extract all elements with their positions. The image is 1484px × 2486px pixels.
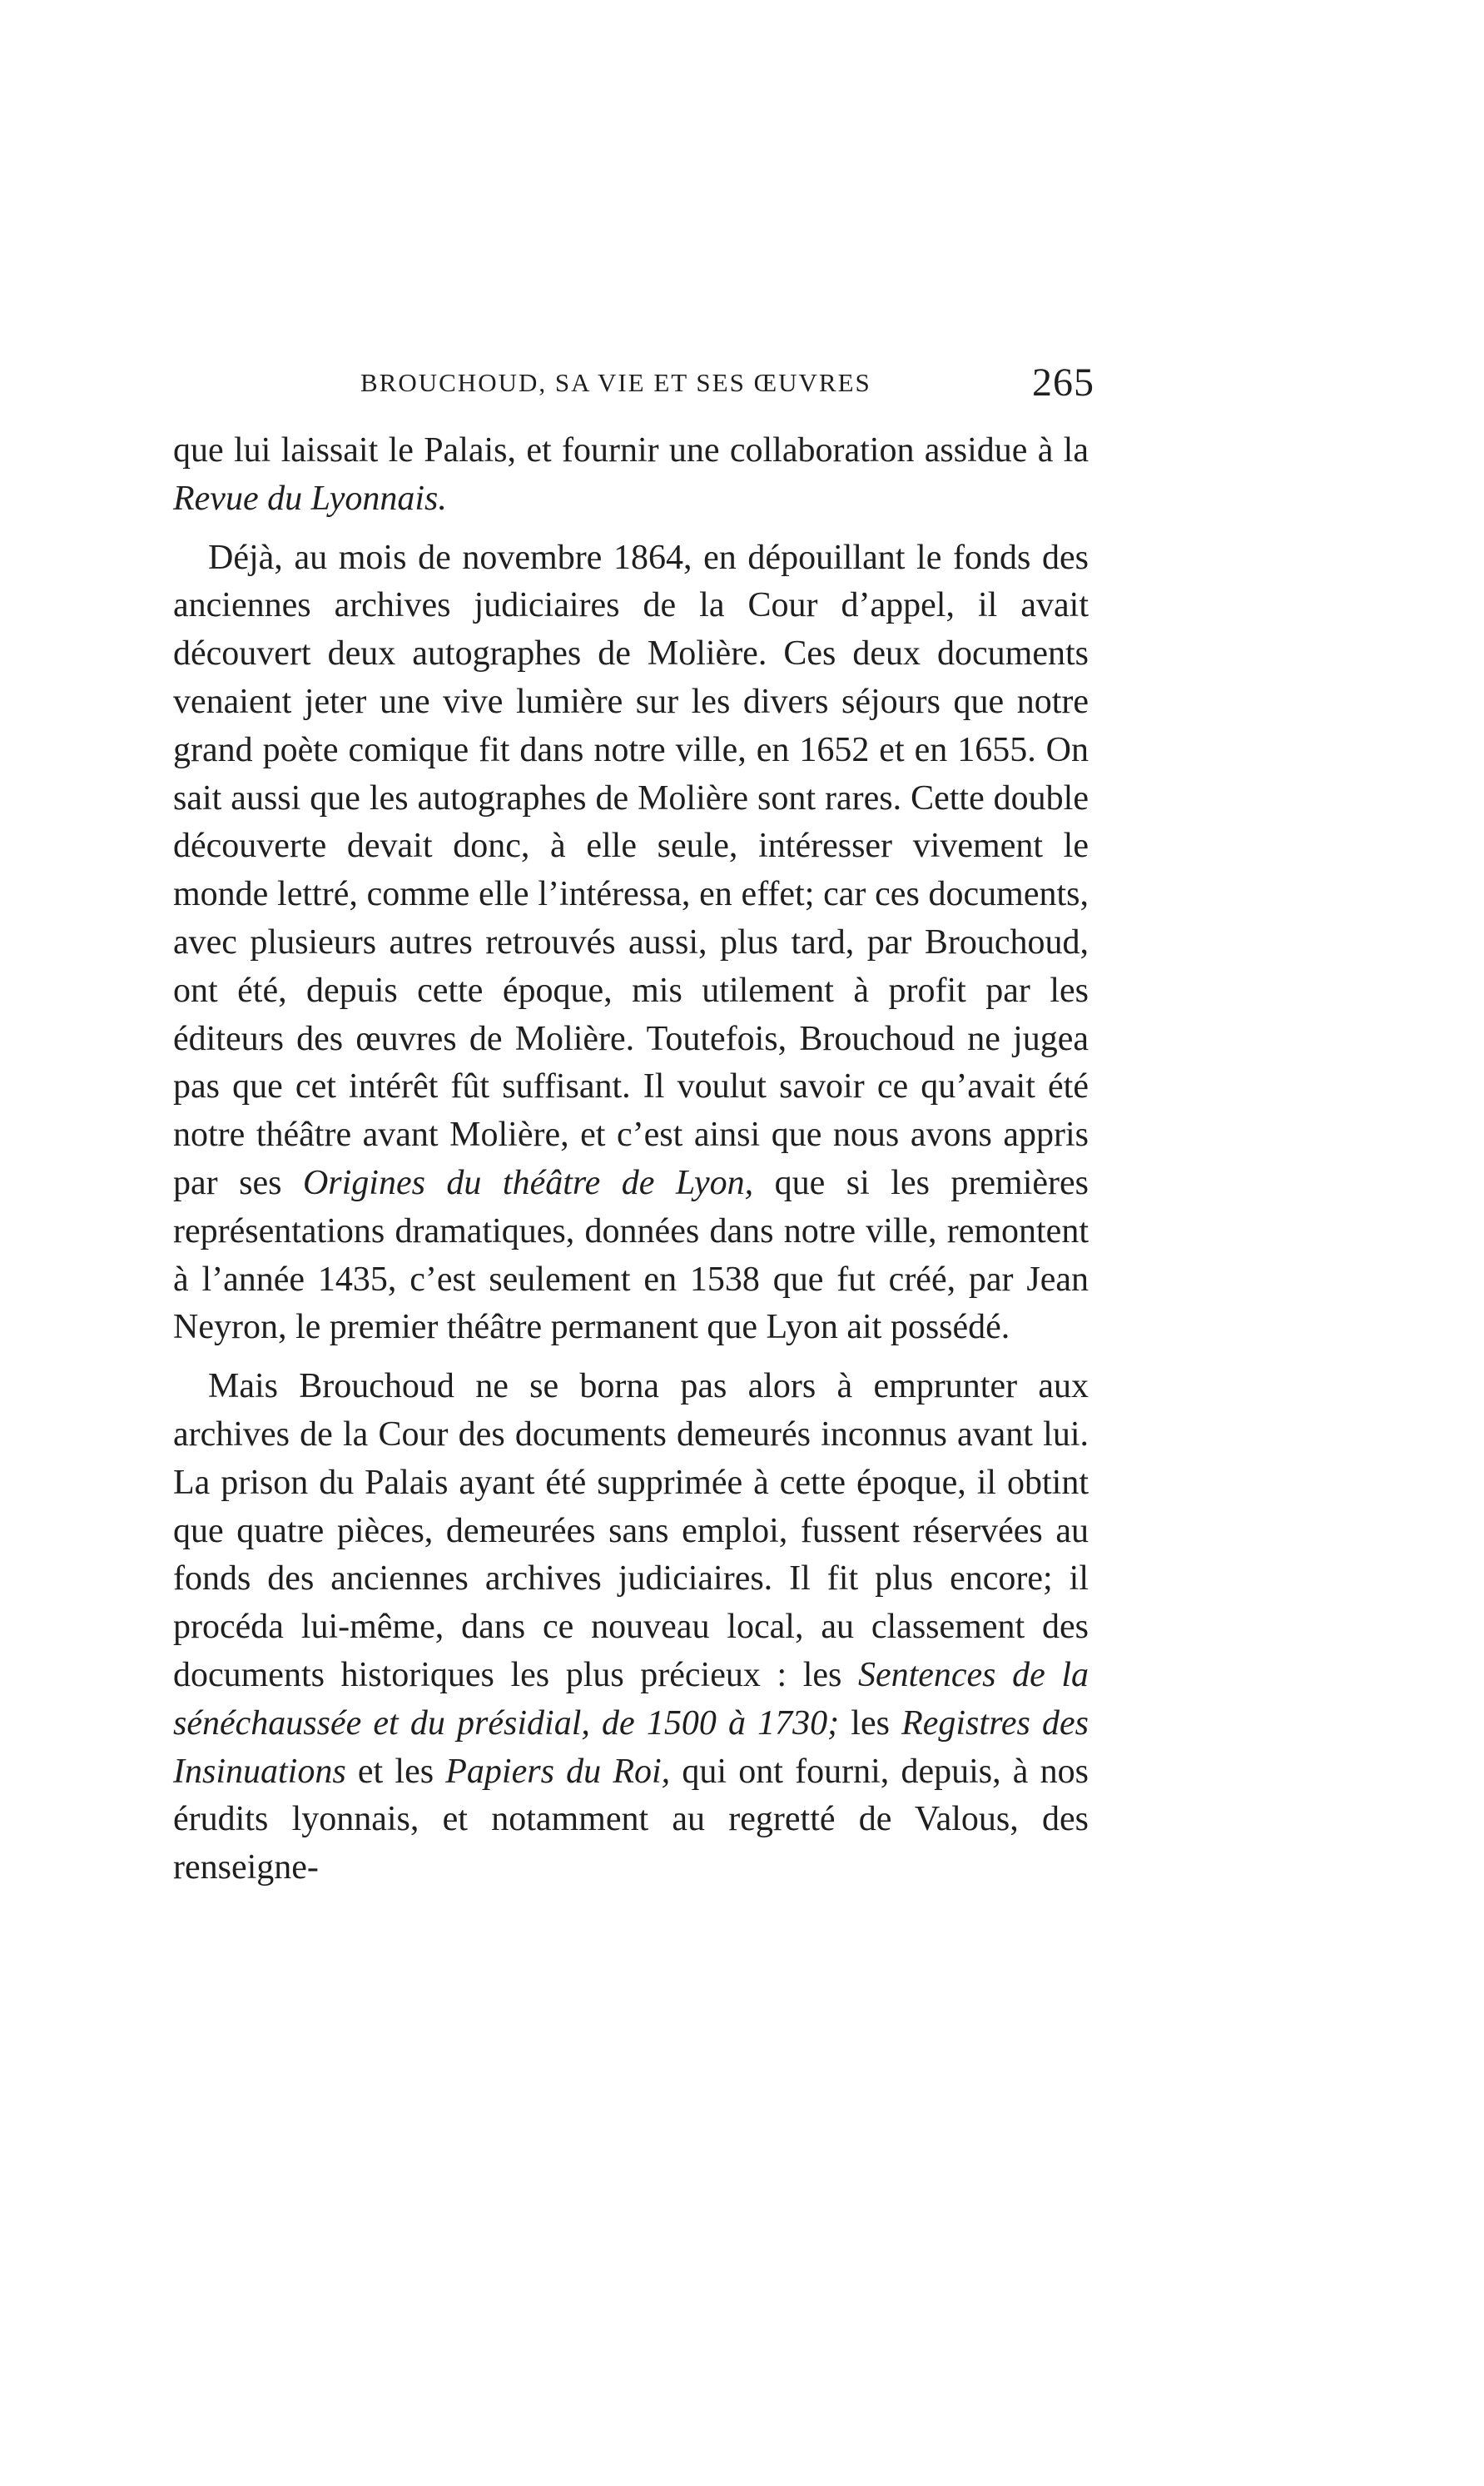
archive-title-papiers-du-roi: Papiers du Roi, [445, 1752, 671, 1791]
paragraph-text: les [839, 1703, 902, 1743]
archive-title-sentences: Sentences de la sénéchaussée et du présidial, de 1500 à 1730; [173, 1655, 1089, 1743]
paragraph-text: qui ont fourni, depuis, à nos érudits lyonnais, et notamment au regretté de Valous, des renseigne- [173, 1752, 1089, 1887]
page-number: 265 [1032, 360, 1094, 405]
paragraph-2 [173, 534, 1089, 1353]
archive-title-registres: Registres des Insinuations [173, 1703, 1089, 1791]
paragraph-text: Mais Brouchoud ne se borna pas alors à emprunter aux archives de la Cour des documents demeurés inconnus avant lui. La prison du Palais ayant été supprimée à cette époque, il obtint que quatre pièces, demeurées sans emploi, fussent réservées au fonds des anciennes archives judiciaires. Il fit plus encore; il procéda lui-même, dans ce nouveau local, au classement des documents historiques les plus précieux : les [173, 1367, 1089, 1694]
paragraph-text: que lui laissait le Palais, et fournir une collaboration assidue à la [173, 431, 1089, 470]
paragraph-text: que si les premières représentations dramatiques, données dans notre ville, remontent à l’année 1435, c’est seulement en 1538 que fut créé, par Jean Neyron, le premier théâtre permanent que Lyon ait possédé. [173, 1163, 1089, 1347]
running-head [354, 360, 1115, 410]
paragraph-1 [173, 427, 1089, 524]
body-text [173, 427, 1089, 1892]
paragraph-text: et les [345, 1752, 446, 1791]
paragraph-3 [173, 1363, 1089, 1892]
running-title: BROUCHOUD, SA VIE ET SES ŒUVRES [360, 368, 871, 397]
book-title-origines-du-theatre: Origines du théâtre de Lyon, [302, 1163, 754, 1202]
journal-title-revue-du-lyonnais: Revue du Lyonnais. [173, 479, 447, 518]
paragraph-text: Déjà, au mois de novembre 1864, en dépouillant le fonds des anciennes archives judiciaires de la Cour d’appel, il avait découvert deux autographes de Molière. Ces deux documents venaient jeter une vive lumière sur les divers séjours que notre grand poète comique fit dans notre ville, en 1652 et en 1655. On sait aussi que les autographes de Molière sont rares. Cette double découverte devait donc, à elle seule, intéresser vivement le monde lettré, comme elle l’intéressa, en effet; car ces documents, avec plusieurs autres retrouvés aussi, plus tard, par Brouchoud, ont été, depuis cette époque, mis utilement à profit par les éditeurs des œuvres de Molière. Toutefois, Brouchoud ne jugea pas que cet intérêt fût suffisant. Il voulut savoir ce qu’avait été notre théâtre avant Molière, et c’est ainsi que nous avons appris par ses [173, 538, 1089, 1202]
